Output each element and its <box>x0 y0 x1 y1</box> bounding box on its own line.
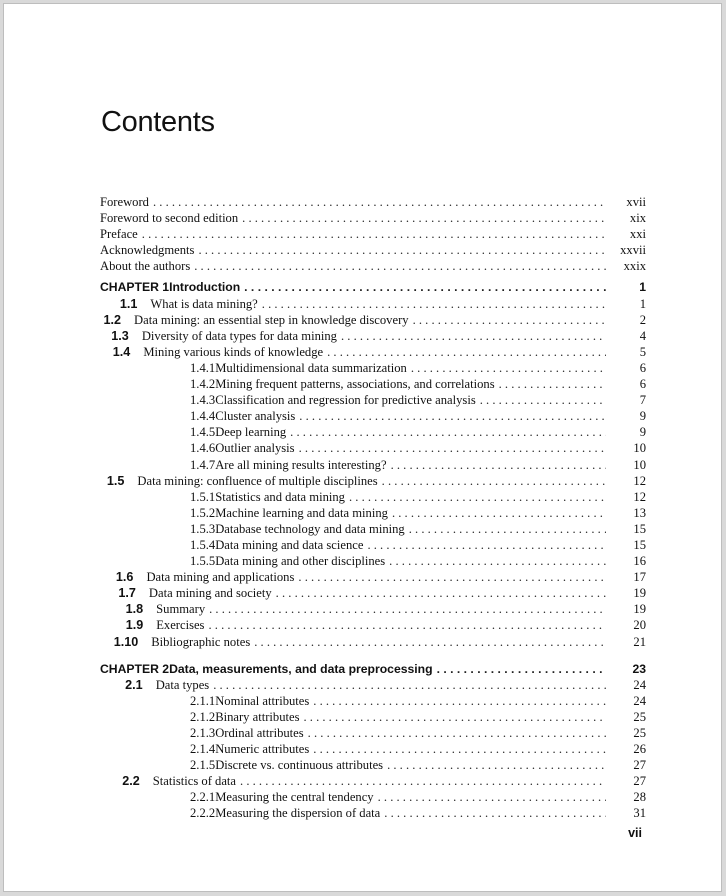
entry-label: Outlier analysis <box>215 441 295 456</box>
entry-label: What is data mining? <box>150 296 258 311</box>
entry-label: Measuring the central tendency <box>215 790 374 805</box>
entry-label: Multidimensional data summarization <box>215 360 407 375</box>
toc-subsection[interactable] <box>100 440 646 456</box>
entry-label: Deep learning <box>215 425 287 440</box>
entry-page: 27 <box>633 758 646 773</box>
dot-leader <box>262 296 606 312</box>
dot-leader <box>299 408 606 424</box>
entry-page: xix <box>629 211 646 226</box>
entry-label: About the authors <box>100 259 191 274</box>
section-number: 1.6 <box>115 570 134 585</box>
toc-subsection[interactable] <box>100 521 646 537</box>
toc-subsection[interactable] <box>100 489 646 505</box>
entry-label: Are all mining results interesting? <box>215 457 387 472</box>
toc-subsection[interactable] <box>100 725 646 741</box>
entry-label: Database technology and data mining <box>215 521 405 536</box>
chapter-1-entries <box>100 296 646 650</box>
dot-leader <box>276 585 606 601</box>
dot-leader <box>194 258 606 274</box>
subsection-number: 2.1.1 <box>190 693 216 708</box>
section-number: 1.10 <box>113 634 139 649</box>
entry-label: Bibliographic notes <box>151 634 251 649</box>
section-number: 1.5 <box>106 473 125 488</box>
toc-section[interactable] <box>100 677 646 693</box>
entry-label: Classification and regression for predictive analysis <box>215 393 476 408</box>
entry-page: 12 <box>633 473 646 488</box>
entry-page: xxvii <box>620 243 646 258</box>
entry-label: Cluster analysis <box>215 409 296 424</box>
dot-leader <box>391 457 606 473</box>
entry-label: Diversity of data types for data mining <box>141 328 337 343</box>
section-number: 1.9 <box>125 618 144 633</box>
dot-leader <box>208 617 606 633</box>
chapter-page: 23 <box>632 661 646 676</box>
toc-chapter-2[interactable] <box>100 661 646 677</box>
dot-leader <box>409 521 606 537</box>
section-number: 1.7 <box>118 586 136 601</box>
entry-page: 4 <box>639 328 646 343</box>
toc-subsection[interactable] <box>100 408 646 424</box>
entry-page: 2 <box>639 312 646 327</box>
chapter-title: Data, measurements, and data preprocessing <box>169 661 433 676</box>
entry-page: xxi <box>629 227 646 242</box>
entry-page: 10 <box>633 457 646 472</box>
toc-subsection[interactable] <box>100 757 646 773</box>
toc-front-item[interactable] <box>100 242 646 258</box>
entry-page: 25 <box>633 726 646 740</box>
entry-label: Data mining and other disciplines <box>215 554 386 569</box>
dot-leader <box>378 789 606 805</box>
entry-label: Mining frequent patterns, associations, and correlations <box>215 377 495 392</box>
section-number: 1.1 <box>119 296 138 311</box>
front-matter-list <box>100 194 646 274</box>
entry-page: 31 <box>633 806 646 821</box>
entry-label: Measuring the dispersion of data <box>215 806 381 821</box>
entry-page: xvii <box>626 195 646 209</box>
toc-subsection[interactable] <box>100 505 646 521</box>
dot-leader <box>303 709 606 725</box>
chapter-2-entries <box>100 677 646 822</box>
entry-page: 9 <box>639 409 646 424</box>
toc-section[interactable] <box>100 473 646 489</box>
dot-leader <box>389 553 606 569</box>
dot-leader <box>413 312 606 328</box>
entry-label: Data mining: an essential step in knowledge discovery <box>134 312 409 327</box>
entry-label: Statistics and data mining <box>215 489 345 504</box>
toc-subsection[interactable] <box>100 789 646 805</box>
entry-label: Statistics of data <box>152 774 237 789</box>
entry-page: 9 <box>639 425 646 440</box>
entry-label: Mining various kinds of knowledge <box>143 344 324 359</box>
toc-section[interactable] <box>100 617 646 633</box>
entry-label: Data mining and data science <box>215 537 364 552</box>
dot-leader <box>254 634 606 650</box>
entry-page: 15 <box>633 521 646 536</box>
dot-leader <box>240 773 606 789</box>
dot-leader <box>209 601 606 617</box>
toc-subsection[interactable] <box>100 709 646 725</box>
subsection-number: 2.2.1 <box>190 790 216 805</box>
section-number: 1.3 <box>111 328 129 343</box>
entry-page: 20 <box>633 618 646 633</box>
subsection-number: 1.4.3 <box>190 393 216 408</box>
entry-label: Ordinal attributes <box>215 726 304 740</box>
dot-leader <box>298 569 606 585</box>
subsection-number: 1.4.1 <box>190 360 216 375</box>
subsection-number: 2.1.3 <box>190 726 216 740</box>
entry-label: Data mining: confluence of multiple disciplines <box>137 473 378 488</box>
entry-page: 15 <box>633 537 646 552</box>
subsection-number: 1.5.5 <box>190 554 216 569</box>
dot-leader <box>499 376 606 392</box>
subsection-number: 2.1.2 <box>190 709 216 724</box>
subsection-number: 2.1.5 <box>190 758 216 773</box>
subsection-number: 1.4.6 <box>190 441 216 456</box>
entry-label: Data types <box>155 677 210 692</box>
dot-leader <box>244 279 606 295</box>
dot-leader <box>341 328 606 344</box>
toc-subsection[interactable] <box>100 457 646 473</box>
document-page <box>3 3 722 892</box>
section-number: 1.2 <box>103 312 122 327</box>
entry-label: Summary <box>156 602 206 617</box>
dot-leader <box>387 757 606 773</box>
toc-subsection[interactable] <box>100 360 646 376</box>
section-number: 1.4 <box>112 344 131 359</box>
entry-page: 7 <box>639 393 646 408</box>
toc-front-item[interactable] <box>100 210 646 226</box>
entry-page: 24 <box>633 677 646 692</box>
dot-leader <box>299 440 606 456</box>
toc-front-item[interactable] <box>100 258 646 274</box>
entry-page: 17 <box>633 570 646 585</box>
subsection-number: 1.4.5 <box>190 425 216 440</box>
dot-leader <box>153 194 606 210</box>
toc-subsection[interactable] <box>100 392 646 408</box>
subsection-number: 2.1.4 <box>190 742 216 757</box>
dot-leader <box>384 805 606 821</box>
dot-leader <box>349 489 606 505</box>
entry-page: 13 <box>633 505 646 520</box>
toc-subsection[interactable] <box>100 424 646 440</box>
entry-label: Foreword to second edition <box>100 211 239 226</box>
toc-section[interactable] <box>100 634 646 650</box>
dot-leader <box>480 392 606 408</box>
toc-section[interactable] <box>100 569 646 585</box>
toc-section[interactable] <box>100 601 646 617</box>
entry-page: xxix <box>623 259 646 274</box>
toc-front-item[interactable] <box>100 194 646 210</box>
chapter-number: CHAPTER 2 <box>100 661 170 676</box>
entry-page: 5 <box>639 344 646 359</box>
page-title: Contents <box>101 106 215 138</box>
toc-subsection[interactable] <box>100 376 646 392</box>
toc-subsection[interactable] <box>100 693 646 709</box>
entry-page: 26 <box>633 742 646 757</box>
entry-label: Data mining and applications <box>146 570 295 585</box>
entry-label: Exercises <box>156 618 205 633</box>
chapter-page: 1 <box>639 280 646 295</box>
entry-label: Data mining and society <box>148 586 272 601</box>
dot-leader <box>308 725 606 741</box>
entry-page: 28 <box>633 790 646 805</box>
entry-page: 6 <box>639 360 646 375</box>
subsection-number: 1.5.1 <box>190 489 216 504</box>
subsection-number: 2.2.2 <box>190 806 216 821</box>
chapter-number: CHAPTER 1 <box>100 280 170 295</box>
dot-leader <box>382 473 606 489</box>
dot-leader <box>142 226 606 242</box>
subsection-number: 1.5.4 <box>190 537 216 552</box>
dot-leader <box>392 505 606 521</box>
section-number: 2.1 <box>125 677 143 692</box>
entry-label: Discrete vs. continuous attributes <box>215 758 384 773</box>
entry-label: Nominal attributes <box>215 693 310 708</box>
dot-leader <box>198 242 606 258</box>
entry-page: 27 <box>633 774 646 789</box>
toc-section[interactable] <box>100 328 646 344</box>
entry-page: 16 <box>633 554 646 569</box>
section-number: 1.8 <box>125 602 144 617</box>
dot-leader <box>327 344 606 360</box>
entry-page: 24 <box>633 693 646 708</box>
table-of-contents <box>100 194 646 822</box>
toc-subsection[interactable] <box>100 537 646 553</box>
entry-label: Preface <box>100 227 138 242</box>
dot-leader <box>290 424 606 440</box>
page-folio: vii <box>628 826 642 840</box>
entry-page: 25 <box>633 709 646 724</box>
toc-subsection[interactable] <box>100 741 646 757</box>
entry-label: Numeric attributes <box>215 742 310 757</box>
toc-section[interactable] <box>100 773 646 789</box>
toc-section[interactable] <box>100 585 646 601</box>
toc-section[interactable] <box>100 312 646 328</box>
subsection-number: 1.5.2 <box>190 505 216 520</box>
entry-page: 6 <box>639 377 646 392</box>
dot-leader <box>437 661 606 677</box>
entry-page: 19 <box>633 602 646 617</box>
entry-page: 12 <box>633 489 646 504</box>
dot-leader <box>313 741 606 757</box>
entry-page: 21 <box>633 634 646 649</box>
toc-subsection[interactable] <box>100 553 646 569</box>
subsection-number: 1.5.3 <box>190 521 216 536</box>
toc-section[interactable] <box>100 344 646 360</box>
subsection-number: 1.4.4 <box>190 409 216 424</box>
entry-page: 1 <box>639 296 646 311</box>
toc-chapter-1[interactable] <box>100 279 646 295</box>
dot-leader <box>313 693 606 709</box>
entry-page: 10 <box>633 441 646 456</box>
dot-leader <box>242 210 606 226</box>
entry-label: Foreword <box>100 195 149 209</box>
dot-leader <box>213 677 606 693</box>
section-number: 2.2 <box>122 774 140 789</box>
toc-section[interactable] <box>100 296 646 312</box>
entry-page: 19 <box>633 586 646 601</box>
entry-label: Machine learning and data mining <box>215 505 388 520</box>
toc-front-item[interactable] <box>100 226 646 242</box>
toc-subsection[interactable] <box>100 805 646 821</box>
subsection-number: 1.4.2 <box>190 377 216 392</box>
entry-label: Binary attributes <box>215 709 300 724</box>
chapter-title: Introduction <box>169 280 241 295</box>
dot-leader <box>367 537 606 553</box>
entry-label: Acknowledgments <box>100 243 195 258</box>
dot-leader <box>411 360 606 376</box>
subsection-number: 1.4.7 <box>190 457 216 472</box>
